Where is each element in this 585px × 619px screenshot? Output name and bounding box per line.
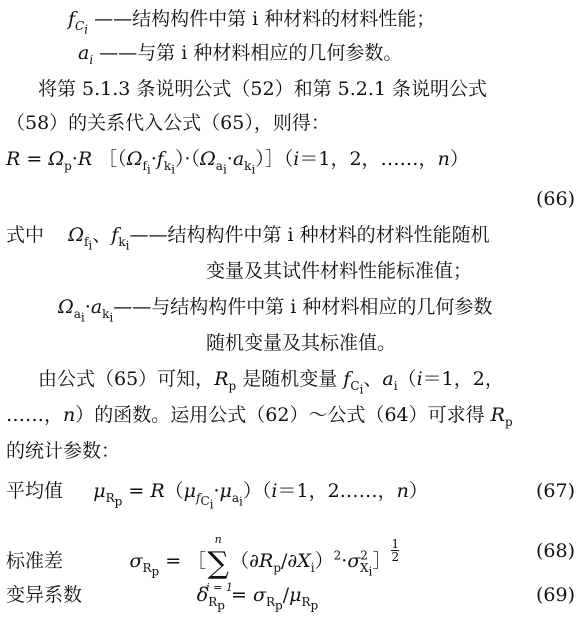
paragraph-line-4: （58）的关系代入公式（65），则得： bbox=[6, 112, 330, 134]
where-text-1: ——结构构件中第 i 种材料的材料性能随机 bbox=[129, 224, 490, 246]
equation-number-69: (69) bbox=[535, 584, 575, 606]
equation-number-68: (68) bbox=[535, 540, 575, 562]
cv-formula: 变异系数 $\delta_{R_p} = \sigma_{R_p}/\mu_{R_p}$ bbox=[6, 584, 319, 613]
mean-formula: 平均值 $\mu_{R_p} = R(\mu_{f_{C_i}}\cdot\mu_{a_i})(i=1$，2……，n） bbox=[6, 480, 428, 512]
paragraph-line-3: 将第 5.1.3 条说明公式（52）和第 5.2.1 条说明公式 bbox=[38, 78, 488, 100]
paragraph-line-12: ……，n）的函数。运用公式（62）～公式（64）可求得 $R_p$ bbox=[6, 404, 513, 429]
formula-66: $R = \Omega_p\cdot R$ $[(\Omega_{f_i}\cdot f_{k_i})\cdot(\Omega_{a_i}\cdot a_{k_i})](i=1$，2，……，n） bbox=[6, 148, 469, 177]
paragraph-line-11: 由公式（65）可知，$R_p$ 是随机变量 $f_{C_i}$、$a_i(i=1$，2， bbox=[38, 368, 504, 397]
std-label: 标准差 bbox=[6, 550, 64, 572]
formula-66-body: $[(\Omega_{f_i}\cdot f_{k_i})\cdot(\Omega_{a_i}\cdot a_{k_i})](i=1$，2，……，n） bbox=[98, 148, 469, 177]
equation-number-66: (66) bbox=[535, 188, 575, 210]
definition-fci bbox=[68, 6, 436, 37]
paragraph-line-13: 的统计参数： bbox=[6, 440, 121, 462]
mean-label: 平均值 bbox=[6, 480, 64, 502]
where-label: 式中 bbox=[6, 224, 45, 246]
cv-label: 变异系数 bbox=[6, 584, 83, 606]
std-formula: 标准差 $\sigma_{R_p}$ = ［ n ∑ i = 1 $(\partial R_p/\partial X_i)^2\cdot\sigma^2_{X_i}]\frac{1}{2}$ bbox=[6, 533, 400, 594]
where-text-3: ——与结构构件中第 i 种材料相应的几何参数 bbox=[113, 296, 493, 318]
symbol-ai: $a_i$ bbox=[78, 42, 94, 67]
where-text-4: 随机变量及其标准值。 bbox=[206, 332, 397, 354]
where-clause: 式中 $\Omega_{f_i}$、$f_{k_i}——$结构构件中第 i 种材料的材料性能随机 bbox=[6, 224, 490, 253]
definition-ai bbox=[78, 40, 402, 66]
where-clause-2: $\Omega_{a_i}\cdot a_{k_i}——$与结构构件中第 i 种材料相应的几何参数 bbox=[58, 296, 493, 325]
definition-ai-text: ——与第 i 种材料相应的几何参数。 bbox=[99, 42, 403, 64]
definition-fci-text: ——结构构件中第 i 种材料的材料性能； bbox=[94, 8, 436, 30]
symbol-fci: $f_{C_i}$ bbox=[68, 8, 89, 37]
equation-number-67: (67) bbox=[535, 480, 575, 502]
where-text-2: 变量及其试件材料性能标准值； bbox=[206, 260, 473, 282]
